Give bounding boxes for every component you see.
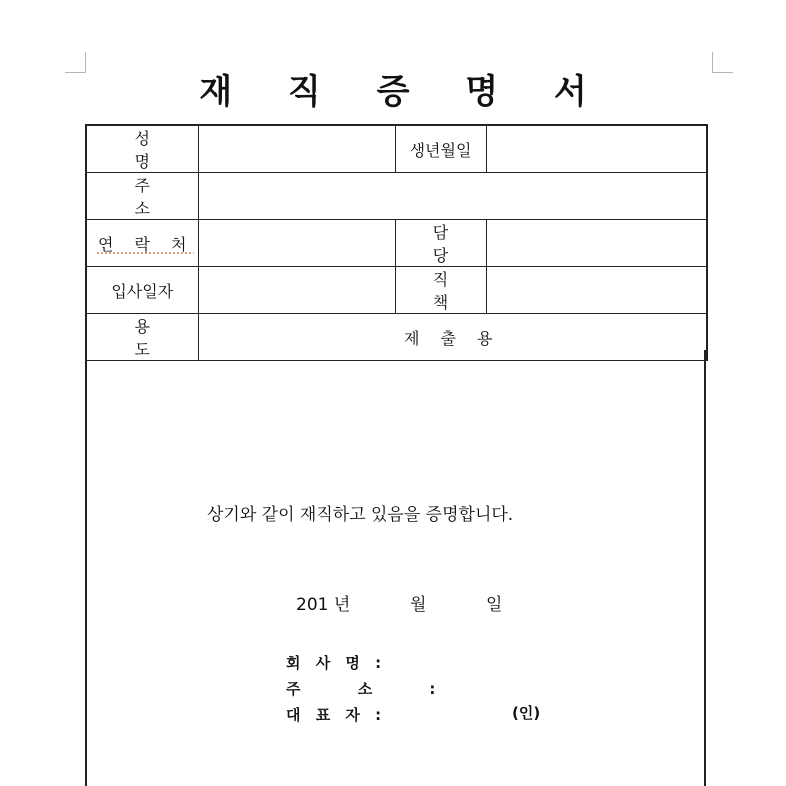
birthdate-label: 생년월일: [395, 125, 486, 173]
date-day: 일: [486, 595, 503, 615]
date-year: 201 년: [296, 595, 351, 615]
purpose-field[interactable]: 제 출 용: [198, 314, 707, 361]
contact-label: 연 락 처: [86, 220, 198, 267]
table-row: [86, 125, 707, 173]
name-field[interactable]: [198, 125, 395, 173]
company-name-label: 회 사 명 :: [286, 654, 387, 672]
table-row: [86, 173, 707, 220]
department-label: 담 당: [395, 220, 486, 267]
certification-statement: 상기와 같이 재직하고 있음을 증명합니다.: [207, 505, 514, 525]
ceo-label: 대 표 자 :: [286, 706, 387, 724]
department-field[interactable]: [486, 220, 707, 267]
date-month: 월: [410, 595, 427, 615]
name-label: 성 명: [86, 125, 198, 173]
table-row: [86, 220, 707, 267]
purpose-label: 용 도: [86, 314, 198, 361]
certificate-body-frame: [85, 350, 706, 786]
document-title: 재 직 증 명 서: [199, 72, 609, 112]
hire-date-label: 입사일자: [86, 267, 198, 314]
address-label: 주 소: [86, 173, 198, 220]
company-address-label: 주 소 :: [286, 680, 462, 698]
position-label: 직 책: [395, 267, 486, 314]
table-row: [86, 267, 707, 314]
info-table: [85, 124, 708, 361]
birthdate-field[interactable]: [486, 125, 707, 173]
address-field[interactable]: [198, 173, 707, 220]
contact-field[interactable]: [198, 220, 395, 267]
position-field[interactable]: [486, 267, 707, 314]
hire-date-field[interactable]: [198, 267, 395, 314]
seal-mark: (인): [512, 704, 541, 722]
